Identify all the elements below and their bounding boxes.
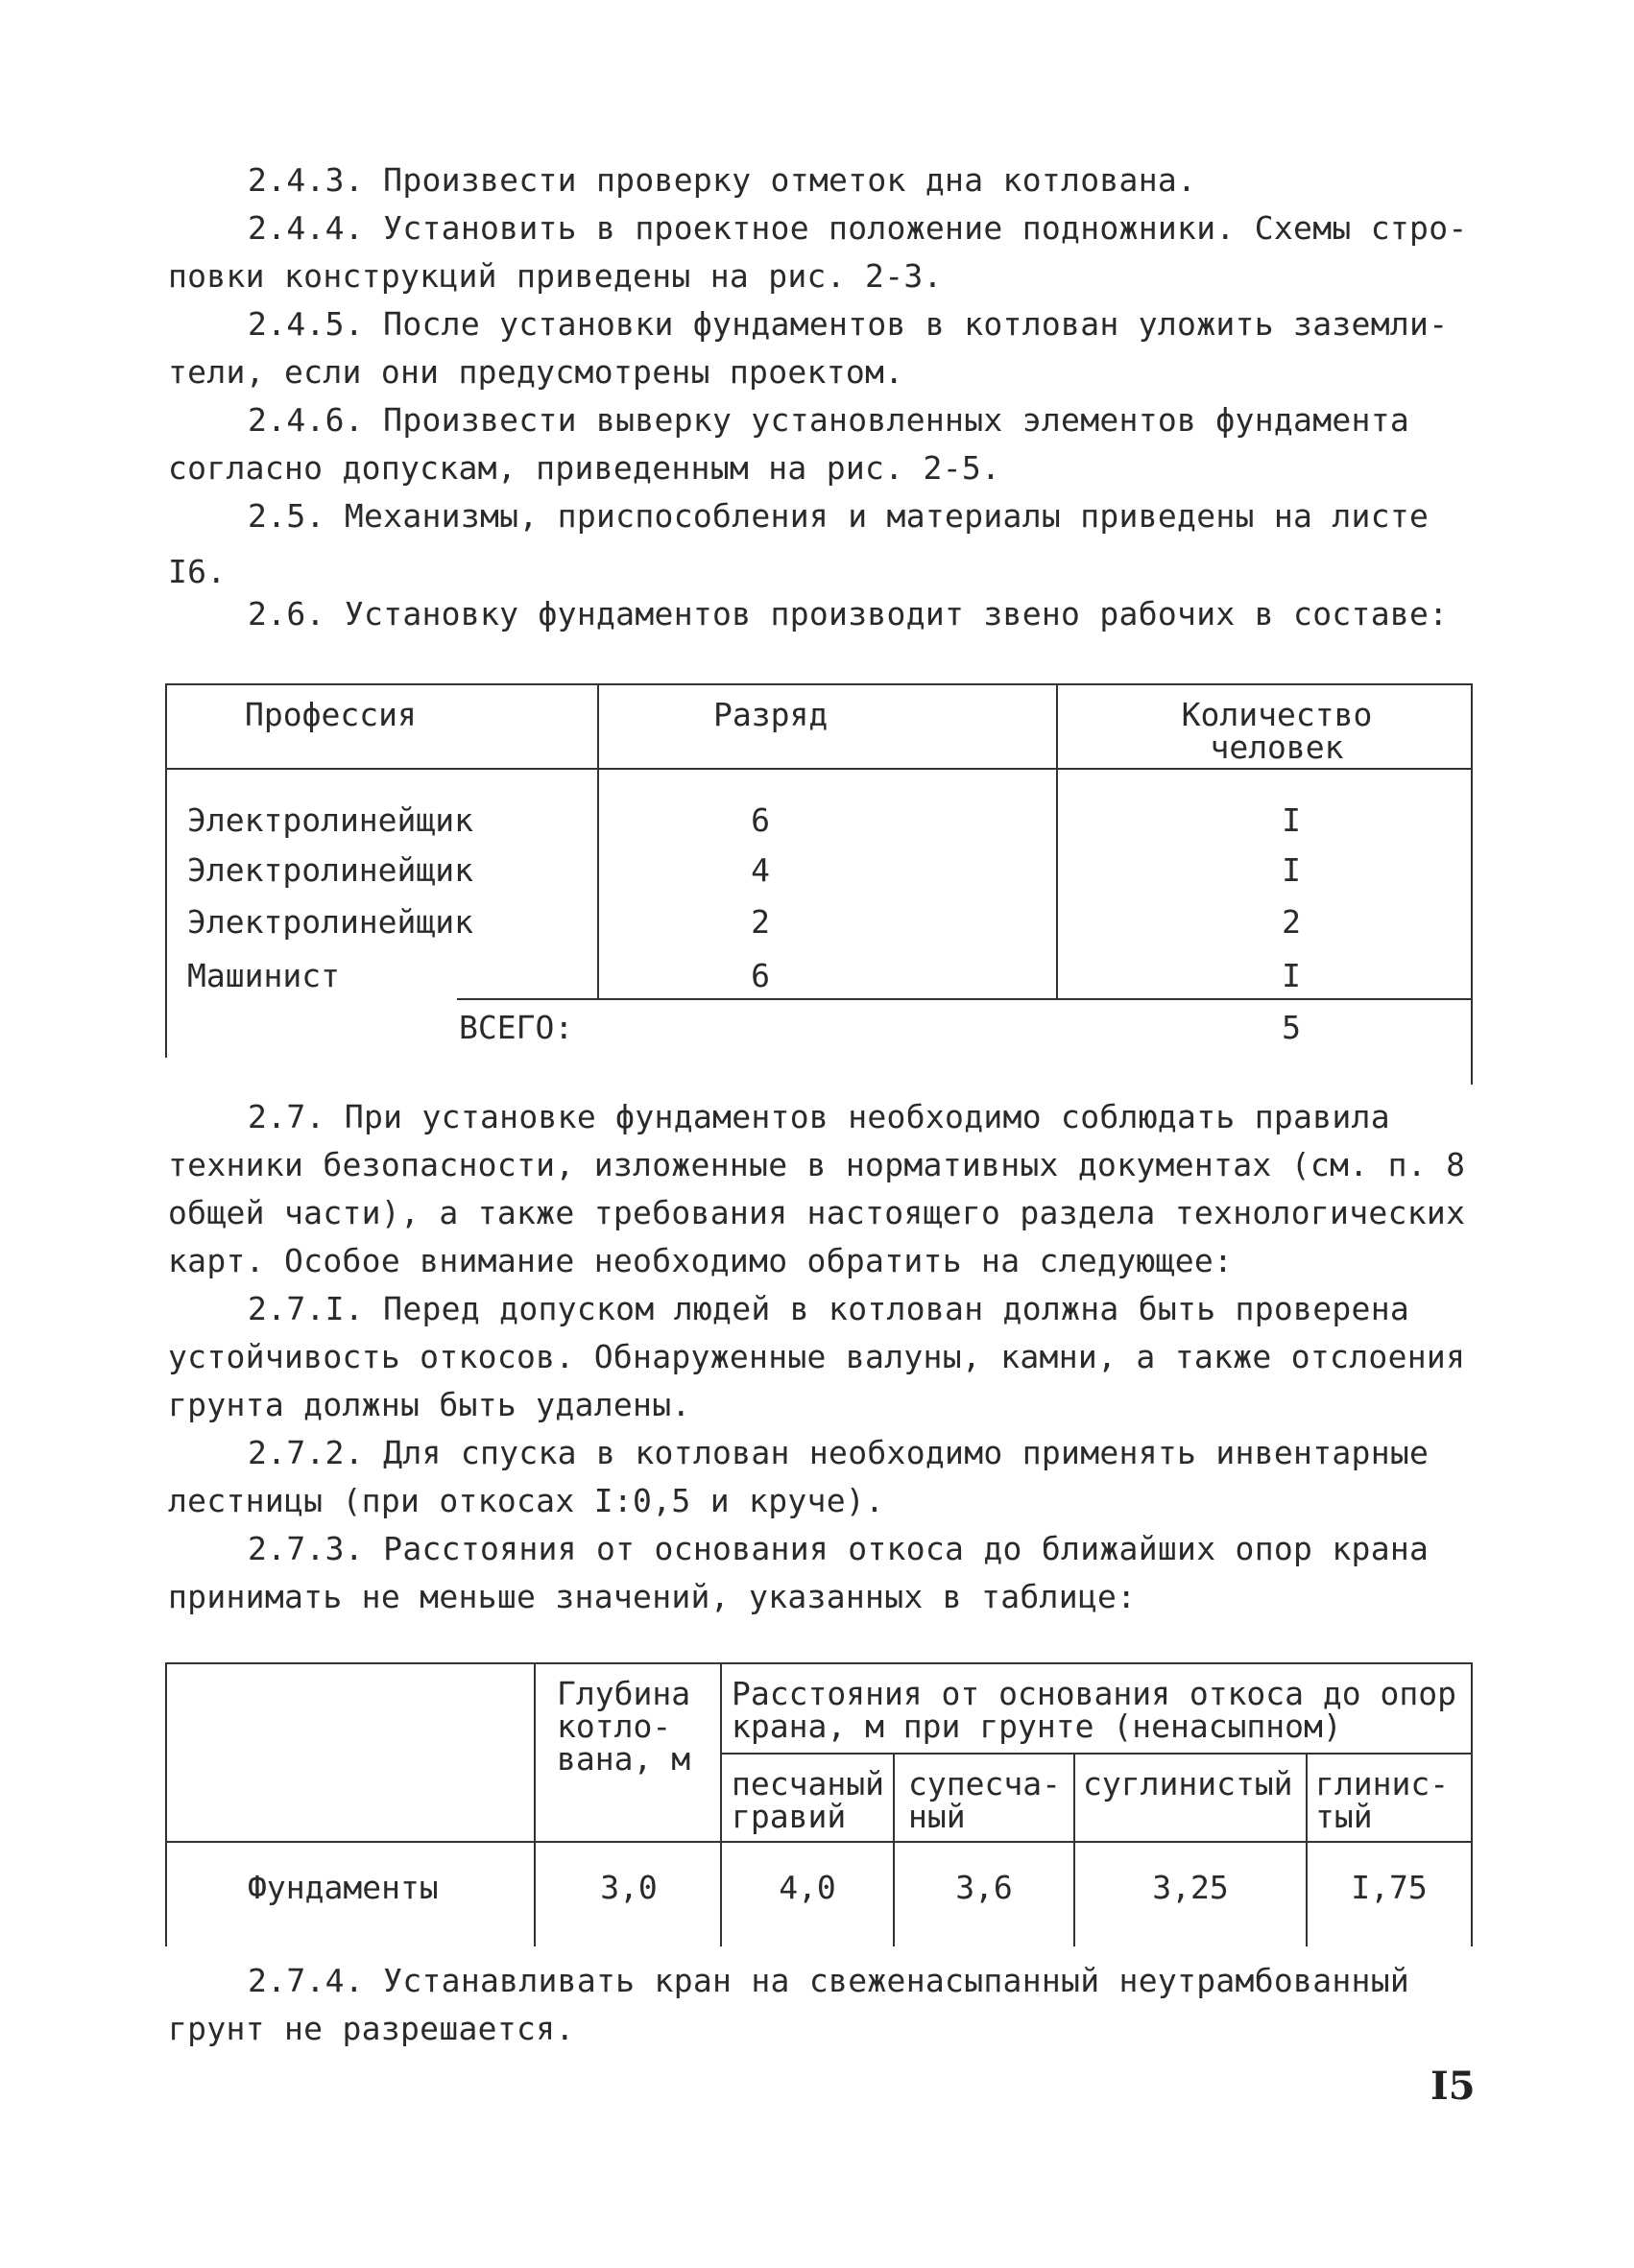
paragraph-2-4-5: 2.4.5. После установки фундаментов в котлован уложить заземли- (248, 305, 1449, 343)
distance-row-depth: 3,0 (600, 1869, 658, 1906)
crew-total-value: 5 (1282, 1009, 1301, 1046)
crew-row-0-count: I (1282, 801, 1301, 839)
crew-row-0-profession: Электролинейщик (187, 801, 474, 839)
paragraph-2-4-5-cont: тели, если они предусмотрены проектом. (168, 353, 904, 391)
paragraph-2-7-1-cont-2: грунта должны быть удалены. (168, 1386, 691, 1423)
page-number: I5 (1430, 2064, 1476, 2109)
distance-header-depth: Глубина котло- вана, м (557, 1675, 691, 1778)
paragraph-2-7-2-cont: лестницы (при откосах I:0,5 и круче). (168, 1482, 885, 1519)
crew-row-1-grade: 4 (751, 851, 770, 889)
distance-header-loam: суглинистый (1083, 1765, 1293, 1802)
paragraph-2-7-4: 2.7.4. Устанавливать кран на свеженасыпанный неутрамбованный (248, 1962, 1410, 1999)
crew-total-label: ВСЕГО: (459, 1009, 574, 1046)
paragraph-2-7-cont-1: техники безопасности, изложенные в нормативных документах (см. п. 8 (168, 1146, 1466, 1183)
distance-row-loam: 3,25 (1152, 1869, 1229, 1906)
paragraph-2-4-6: 2.4.6. Произвести выверку установленных элементов фундамента (248, 401, 1410, 439)
crew-row-0-grade: 6 (751, 801, 770, 839)
paragraph-2-7-3: 2.7.3. Расстояния от основания откоса до ближайших опор крана (248, 1530, 1430, 1567)
distance-row-sandy-loam: 3,6 (955, 1869, 1013, 1906)
paragraph-2-7-1: 2.7.I. Перед допуском людей в котлован должна быть проверена (248, 1290, 1410, 1327)
paragraph-2-7: 2.7. При установке фундаментов необходимо соблюдать правила (248, 1098, 1390, 1135)
paragraph-2-6: 2.6. Установку фундаментов производит звено рабочих в составе: (248, 595, 1449, 633)
distance-header-sandy-loam: супесча- ный (908, 1765, 1061, 1835)
paragraph-2-7-cont-2: общей части), а также требования настоящего раздела технологических (168, 1194, 1466, 1231)
crew-row-2-profession: Электролинейщик (187, 903, 474, 941)
crew-row-3-count: I (1282, 957, 1301, 994)
distance-header-group: Расстояния от основания откоса до опор крана, м при грунте (ненасыпном) (732, 1675, 1456, 1745)
crew-header-grade: Разряд (713, 696, 829, 733)
crew-row-1-profession: Электролинейщик (187, 851, 474, 889)
paragraph-2-4-3: 2.4.3. Произвести проверку отметок дна котлована. (248, 161, 1197, 199)
paragraph-2-7-3-cont: принимать не меньше значений, указанных в таблице: (168, 1578, 1137, 1615)
paragraph-2-7-4-cont: грунт не разрешается. (168, 2010, 575, 2047)
paragraph-2-4-4-cont: повки конструкций приведены на рис. 2-3. (168, 257, 943, 295)
crew-header-profession: Профессия (245, 696, 417, 733)
crew-row-2-grade: 2 (751, 903, 770, 941)
distance-header-sand-gravel: песчаный гравий (732, 1765, 884, 1835)
distance-row-sand-gravel: 4,0 (779, 1869, 836, 1906)
distance-row-clay: I,75 (1351, 1869, 1428, 1906)
paragraph-2-5: 2.5. Механизмы, приспособления и материалы приведены на листе (248, 497, 1430, 535)
paragraph-2-4-4: 2.4.4. Установить в проектное положение подножники. Схемы стро- (248, 209, 1468, 247)
paragraph-2-5-cont: I6. (168, 553, 227, 590)
paragraph-2-7-cont-3: карт. Особое внимание необходимо обратить на следующее: (168, 1242, 1234, 1279)
paragraph-2-7-1-cont-1: устойчивость откосов. Обнаруженные валуны, камни, а также отслоения (168, 1338, 1466, 1375)
crew-header-count: Количество человек (1181, 696, 1373, 766)
distance-header-clay: глинис- тый (1315, 1765, 1450, 1835)
paragraph-2-4-6-cont: согласно допускам, приведенным на рис. 2-5. (168, 449, 1001, 487)
distance-row-label: Фундаменты (248, 1869, 439, 1906)
crew-row-2-count: 2 (1282, 903, 1301, 941)
crew-row-3-profession: Машинист (187, 957, 340, 994)
paragraph-2-7-2: 2.7.2. Для спуска в котлован необходимо применять инвентарные (248, 1434, 1430, 1471)
crew-row-1-count: I (1282, 851, 1301, 889)
crew-row-3-grade: 6 (751, 957, 770, 994)
